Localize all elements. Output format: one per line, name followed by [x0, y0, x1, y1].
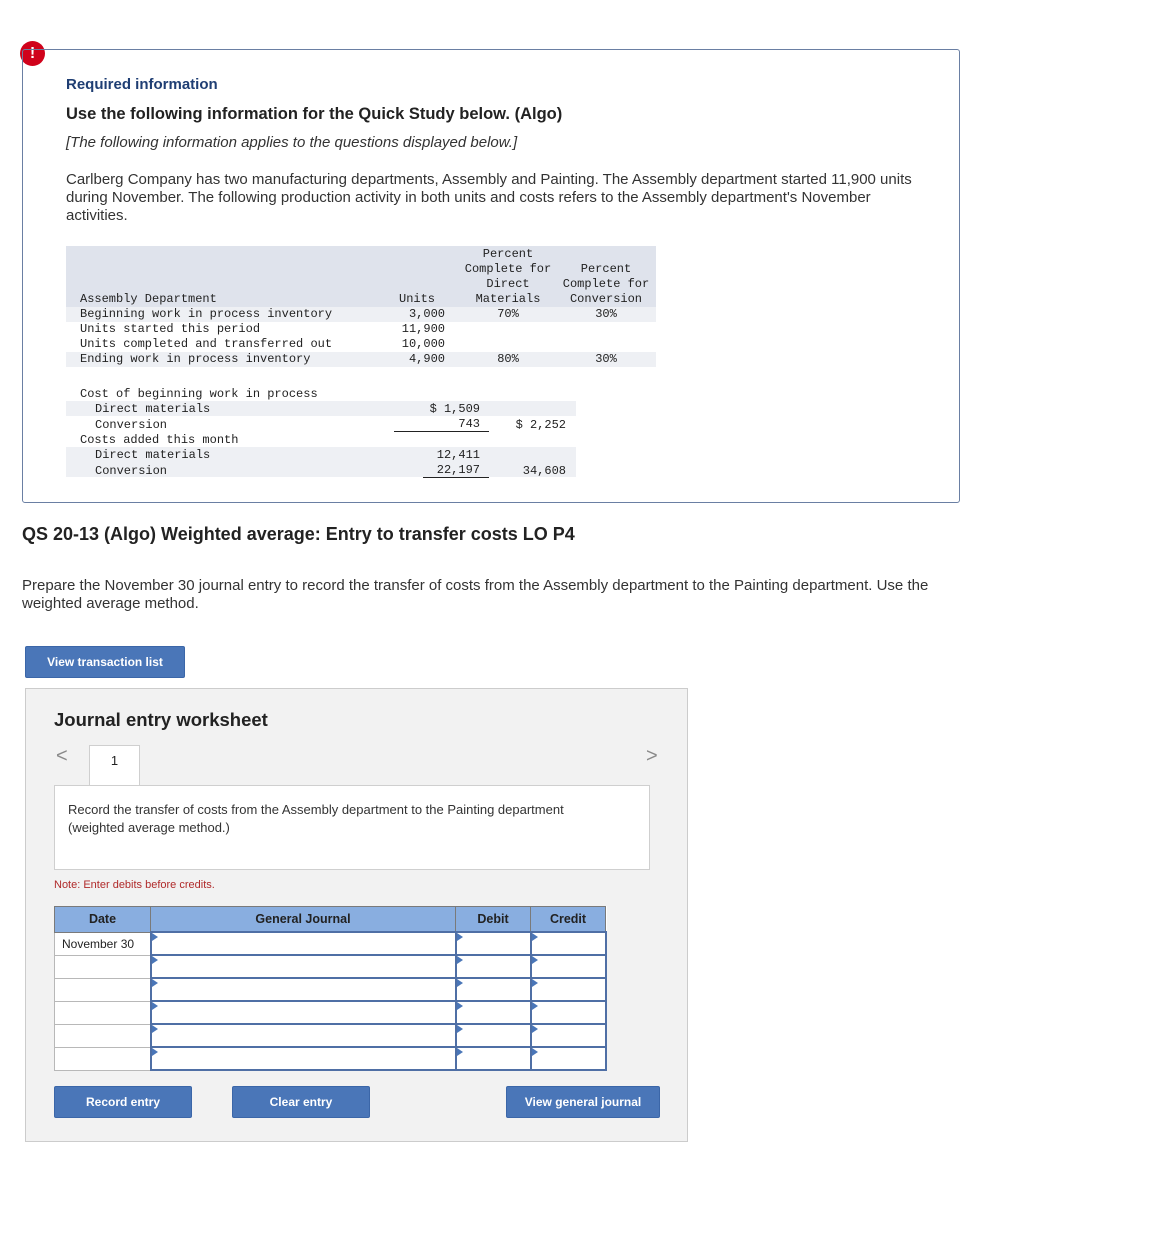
cost-dm-added-label: Direct materials	[95, 448, 211, 462]
dropdown-marker-icon	[532, 979, 538, 987]
account-input[interactable]	[151, 1047, 456, 1070]
account-input[interactable]	[151, 1024, 456, 1047]
table-row	[55, 1047, 606, 1070]
credit-input[interactable]	[531, 1001, 606, 1024]
units-row-units: 4,900	[408, 352, 445, 366]
debit-input[interactable]	[456, 1024, 531, 1047]
table-row	[55, 978, 606, 1001]
units-row-conv: 30%	[595, 307, 617, 321]
account-input[interactable]	[151, 1001, 456, 1024]
dm-header-line3: Direct	[486, 277, 530, 291]
cost-added-label: Costs added this month	[80, 433, 239, 447]
units-header: Units	[399, 292, 436, 306]
dropdown-marker-icon	[457, 1002, 463, 1010]
question-prompt: Prepare the November 30 journal entry to record the transfer of costs from the Assembly department to the Painting department. Use the weighted average method.	[22, 577, 929, 612]
chevron-right-icon[interactable]: >	[646, 745, 658, 767]
journal-column-header: General Journal	[151, 907, 456, 933]
dropdown-marker-icon	[532, 956, 538, 964]
required-information-heading: Required information	[66, 76, 218, 93]
use-info-heading: Use the following information for the Quick Study below. (Algo)	[66, 105, 563, 123]
dept-header: Assembly Department	[80, 292, 217, 306]
units-row-label: Units started this period	[80, 322, 261, 336]
debit-input[interactable]	[456, 932, 531, 955]
cost-added-total: 34,608	[522, 464, 566, 478]
dm-header-line4: Materials	[475, 292, 541, 306]
table-row	[55, 1001, 606, 1024]
dropdown-marker-icon	[532, 1048, 538, 1056]
journal-table	[54, 906, 607, 1071]
cost-dm-label: Direct materials	[95, 402, 211, 416]
intro-paragraph: Carlberg Company has two manufacturing departments, Assembly and Painting. The Assembly department started 11,900 units during November. The following production activity in both units and costs refers to the Assembly department's November activities.	[66, 171, 912, 224]
date-cell: November 30	[55, 932, 151, 955]
conv-header-line2: Complete for	[562, 277, 650, 291]
credit-input[interactable]	[531, 955, 606, 978]
account-input[interactable]	[151, 932, 456, 955]
debit-input[interactable]	[456, 978, 531, 1001]
credit-input[interactable]	[531, 1047, 606, 1070]
date-cell	[55, 1001, 151, 1024]
debit-column-header: Debit	[456, 907, 531, 933]
cost-conv-added-label: Conversion	[95, 464, 168, 478]
cost-dm-begin: $ 1,509	[429, 402, 480, 416]
view-general-journal-button[interactable]: View general journal	[506, 1086, 660, 1118]
cost-begin-total: $ 2,252	[515, 418, 566, 432]
dropdown-marker-icon	[532, 933, 538, 941]
cost-conv-label: Conversion	[95, 418, 168, 432]
dropdown-marker-icon	[532, 1002, 538, 1010]
tab-entry-1[interactable]: 1	[89, 745, 140, 786]
debit-input[interactable]	[456, 1047, 531, 1070]
cost-conv-added: 22,197	[436, 463, 480, 477]
units-row-units: 10,000	[401, 337, 445, 351]
applies-note: [The following information applies to the questions displayed below.]	[66, 134, 518, 151]
units-row-label: Units completed and transferred out	[80, 337, 333, 351]
dm-header-line2: Complete for	[464, 262, 552, 276]
debits-note: Note: Enter debits before credits.	[54, 879, 215, 891]
cost-beginning-label: Cost of beginning work in process	[80, 387, 318, 401]
date-cell	[55, 1047, 151, 1070]
units-row-units: 3,000	[408, 307, 445, 321]
date-cell	[55, 978, 151, 1001]
table-row	[55, 932, 606, 955]
dropdown-marker-icon	[152, 1002, 158, 1010]
dropdown-marker-icon	[532, 1025, 538, 1033]
dropdown-marker-icon	[152, 979, 158, 987]
debit-input[interactable]	[456, 1001, 531, 1024]
dropdown-marker-icon	[152, 933, 158, 941]
credit-input[interactable]	[531, 932, 606, 955]
credit-input[interactable]	[531, 978, 606, 1001]
worksheet-title: Journal entry worksheet	[54, 709, 268, 730]
table-row	[55, 955, 606, 978]
account-input[interactable]	[151, 955, 456, 978]
conv-header-line3: Conversion	[569, 292, 642, 306]
conv-header-line1: Percent	[580, 262, 632, 276]
date-cell	[55, 1024, 151, 1047]
view-transaction-list-button[interactable]: View transaction list	[25, 646, 185, 678]
table-row	[55, 1024, 606, 1047]
account-input[interactable]	[151, 978, 456, 1001]
credit-column-header: Credit	[531, 907, 606, 933]
record-entry-button[interactable]: Record entry	[54, 1086, 192, 1118]
dropdown-marker-icon	[457, 1025, 463, 1033]
dm-header-line1: Percent	[482, 247, 534, 261]
dropdown-marker-icon	[457, 1048, 463, 1056]
units-row-label: Beginning work in process inventory	[80, 307, 333, 321]
dropdown-marker-icon	[457, 979, 463, 987]
dropdown-marker-icon	[152, 1048, 158, 1056]
journal-entry-worksheet	[25, 688, 688, 1142]
instruction-box	[54, 785, 650, 870]
subtotal-underline	[394, 431, 489, 432]
question-title: QS 20-13 (Algo) Weighted average: Entry to transfer costs LO P4	[22, 524, 575, 544]
required-information-panel	[22, 49, 960, 503]
cost-dm-added: 12,411	[436, 448, 480, 462]
dropdown-marker-icon	[152, 956, 158, 964]
dropdown-marker-icon	[457, 933, 463, 941]
clear-entry-button[interactable]: Clear entry	[232, 1086, 370, 1118]
units-row-dm: 70%	[497, 307, 519, 321]
units-row-dm: 80%	[497, 352, 519, 366]
alert-icon: !	[20, 41, 45, 66]
units-row-units: 11,900	[401, 322, 445, 336]
date-column-header: Date	[55, 907, 151, 933]
date-cell	[55, 955, 151, 978]
instruction-text: Record the transfer of costs from the Assembly department to the Painting department (weighted average method.)	[68, 802, 564, 835]
dropdown-marker-icon	[152, 1025, 158, 1033]
debit-input[interactable]	[456, 955, 531, 978]
cost-conv-begin: 743	[458, 417, 480, 431]
chevron-left-icon[interactable]: <	[56, 745, 68, 767]
dropdown-marker-icon	[457, 956, 463, 964]
units-row-conv: 30%	[595, 352, 617, 366]
units-row-label: Ending work in process inventory	[80, 352, 311, 366]
subtotal-underline	[423, 477, 489, 478]
credit-input[interactable]	[531, 1024, 606, 1047]
